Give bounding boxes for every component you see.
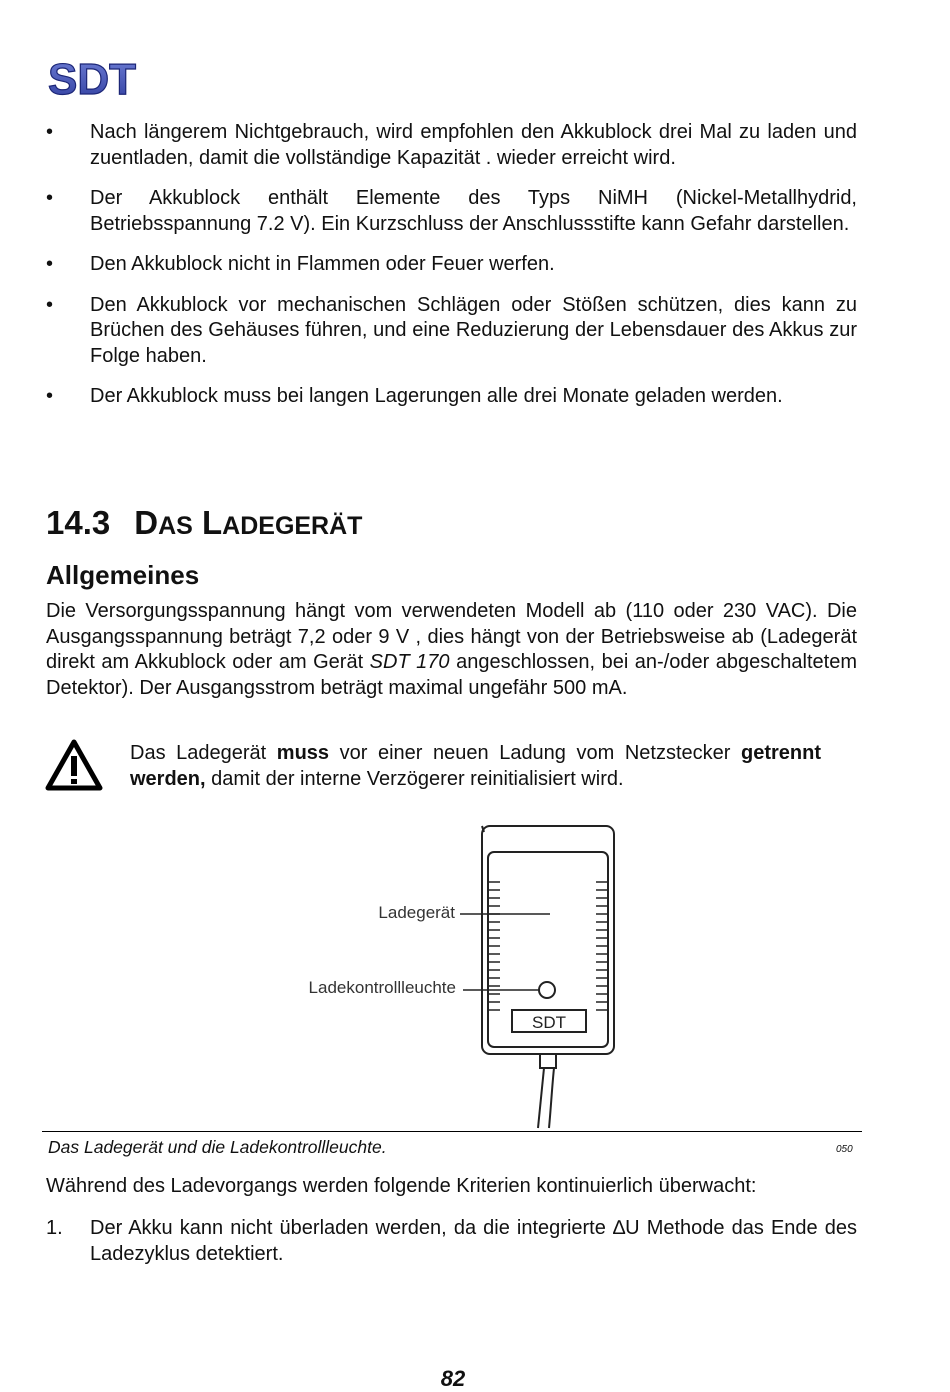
- charger-drawing: [460, 826, 614, 1128]
- criteria-list: [46, 1216, 857, 1267]
- battery-notes-list: [46, 120, 857, 425]
- list-item: • Den Akkublock nicht in Flammen oder Feuer werfen.: [46, 252, 857, 278]
- list-item: • Nach längerem Nichtgebrauch, wird empfohlen den Akkublock drei Mal zu laden und zuentladen, damit die vollständige Kapazität . wieder erreicht wird.: [46, 120, 857, 171]
- figure-code: 050: [836, 1144, 853, 1155]
- logo-text: SDT: [48, 55, 136, 104]
- caption-rule: [42, 1131, 862, 1132]
- charger-figure: [270, 822, 650, 1132]
- page-number: 82: [440, 1366, 466, 1391]
- monitoring-paragraph: Während des Ladevorgangs werden folgende Kriterien kontinuierlich überwacht:: [46, 1175, 757, 1197]
- general-paragraph: Die Versorgungsspannung hängt vom verwendeten Modell ab (110 oder 230 VAC). Die Ausgangsspannung beträgt 7,2 oder 9 V , dies hängt von der Betriebsweise ab (Ladegerät direkt am Akkublock oder am Gerät SDT 170 angeschlossen, bei an-/oder abgeschaltetem Detektor). Der Ausgangsstrom beträgt maximal ungefähr 500 mA.: [46, 600, 857, 699]
- section-title: 14.3 DAS LADEGERÄT: [46, 504, 363, 541]
- device-label: SDT: [532, 1013, 566, 1032]
- label-charger: Ladegerät: [378, 903, 455, 922]
- list-item: • Den Akkublock vor mechanischen Schlägen oder Stößen schützen, dies kann zu Brüchen des Gehäuses führen, und eine Reduzierung der Lebensdauer des Akkus zur Folge haben.: [46, 293, 857, 370]
- warning-icon: [44, 738, 104, 792]
- figure-caption: Das Ladegerät und die Ladekontrollleuchte.: [48, 1137, 387, 1157]
- label-led: Ladekontrollleuchte: [308, 978, 456, 997]
- list-item: • Der Akkublock enthält Elemente des Typs NiMH (Nickel-Metallhydrid, Betriebsspannung 7.2 V). Ein Kurzschluss der Anschlussstifte kann Gefahr darstellen.: [46, 186, 857, 237]
- section-number: 14.3: [46, 504, 111, 541]
- list-item: 1. Der Akku kann nicht überladen werden, da die integrierte ∆U Methode das Ende des Ladezyklus detektiert.: [46, 1217, 857, 1265]
- sdt-logo: [46, 46, 138, 104]
- warning-text: Das Ladegerät muss vor einer neuen Ladung vom Netzstecker getrennt werden, damit der interne Verzögerer reinitialisiert wird.: [130, 742, 822, 790]
- subheading: Allgemeines: [46, 560, 200, 590]
- list-item: • Der Akkublock muss bei langen Lagerungen alle drei Monate geladen werden.: [46, 384, 857, 410]
